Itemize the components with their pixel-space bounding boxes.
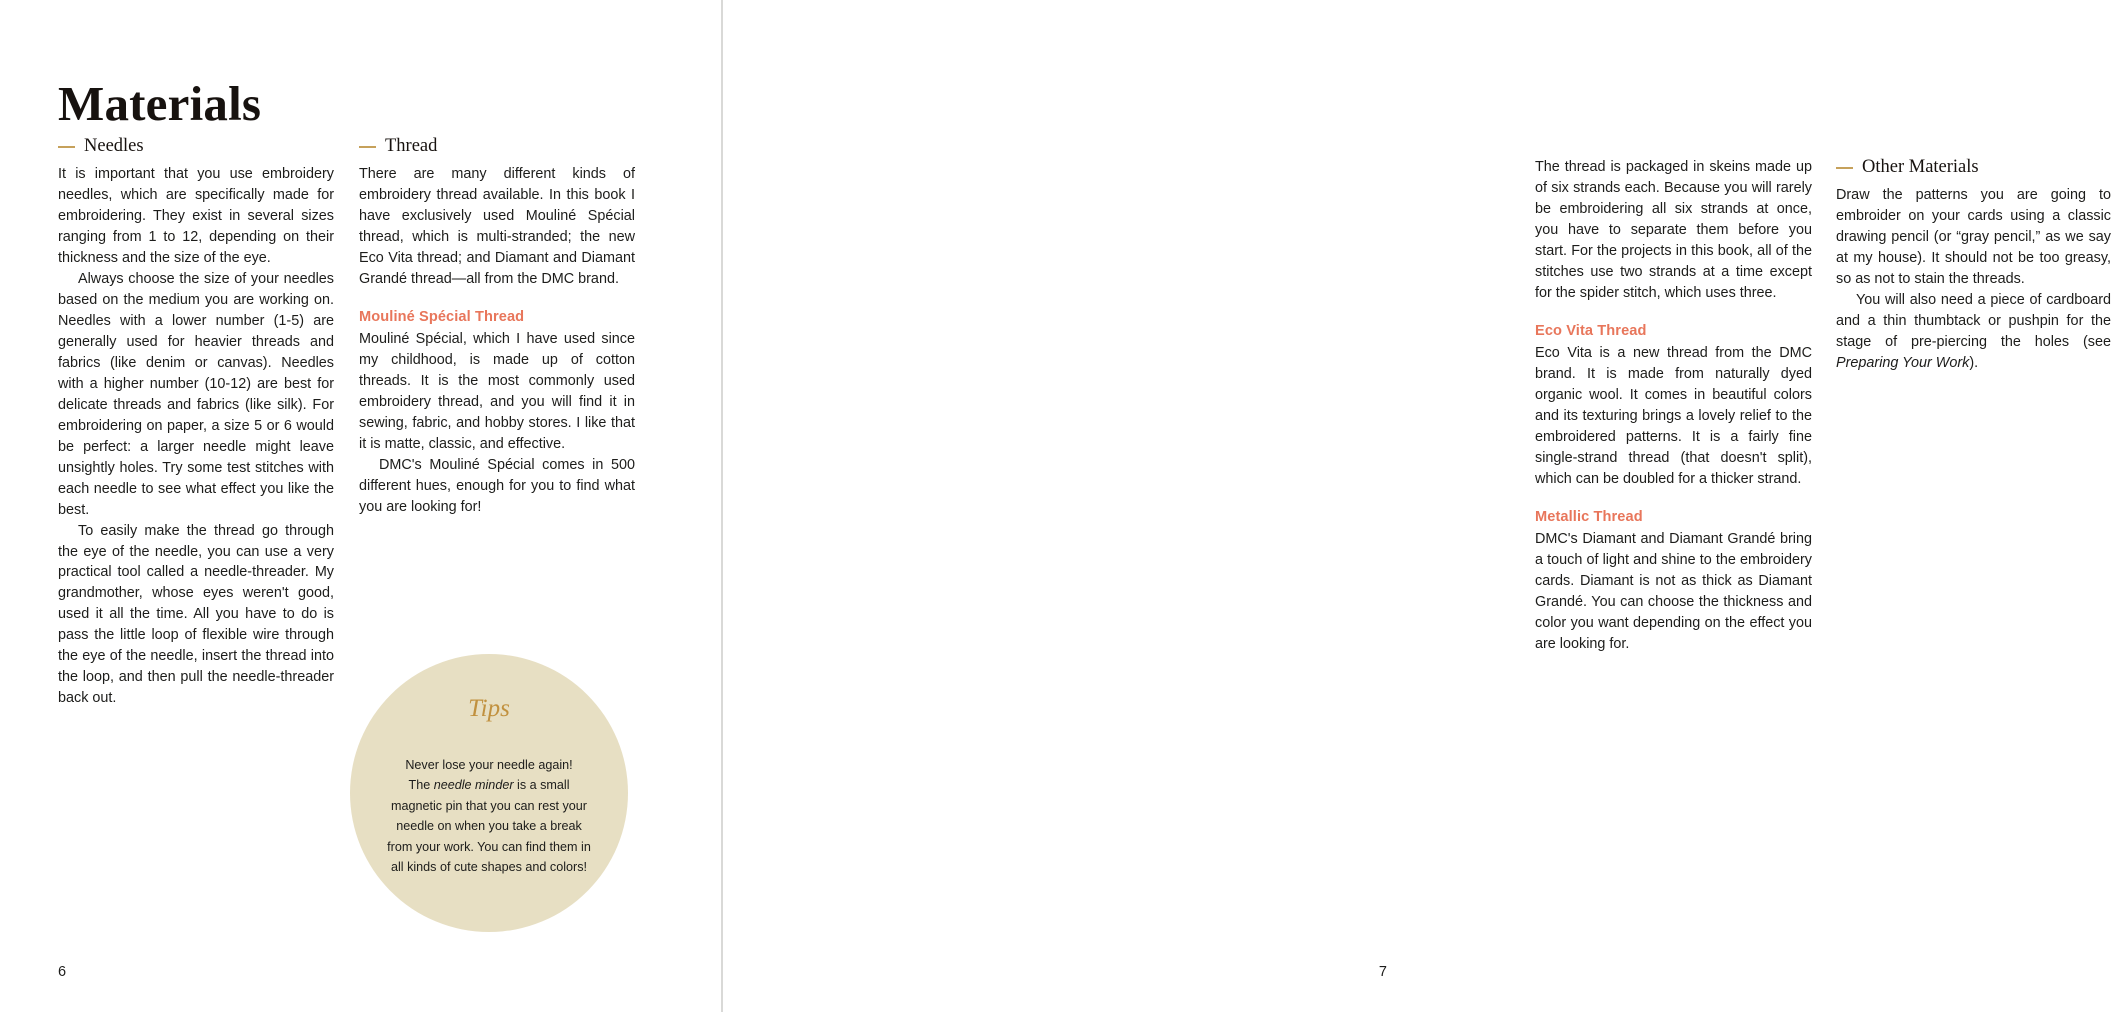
section-heading-other-materials xyxy=(1836,157,2111,177)
section-other-materials xyxy=(1836,157,2111,374)
section-heading-thread xyxy=(359,136,635,156)
section-needles xyxy=(58,136,334,709)
tips-body xyxy=(386,755,592,877)
dash-icon xyxy=(1836,167,1853,169)
folio-right: 7 xyxy=(1378,964,1387,980)
left-page xyxy=(0,0,722,1012)
paragraph: DMC's Mouliné Spécial comes in 500 different hues, enough for you to find what you are looking for! xyxy=(359,457,635,515)
paragraph: Draw the patterns you are going to embroider on your cards using a classic drawing pencil (or “gray pencil,” as we say at my house). It should not be too greasy, so as not to stain the threads. xyxy=(1836,187,2111,288)
section-heading-text: Thread xyxy=(385,136,438,156)
paragraph: There are many different kinds of embroidery thread available. In this book I have exclusively used Mouliné Spécial thread, which is multi-stranded; the new Eco Vita thread; and Diamant and Diamant Grandé thread—all from the DMC brand. xyxy=(359,166,635,288)
section-thread-continued xyxy=(1535,157,1812,655)
tips-line-2-pre: The xyxy=(408,778,434,793)
dash-icon xyxy=(359,146,376,148)
paragraph xyxy=(1836,290,2111,374)
subsection-heading-eco-vita: Eco Vita Thread xyxy=(1535,322,1647,339)
folio-left: 6 xyxy=(58,964,67,980)
right-page xyxy=(722,0,2111,1012)
paragraph: Eco Vita is a new thread from the DMC brand. It is made from naturally dyed organic wool. It comes in beautiful colors and its texturing brings a lovely relief to the embroidered patterns. It is a fairly fine single-strand thread (that doesn't split), which can be doubled for a thicker strand. xyxy=(1535,344,1812,487)
subsection-heading-metallic: Metallic Thread xyxy=(1535,508,1643,525)
paragraph: It is important that you use embroidery needles, which are specifically made for embroidering. They exist in several sizes ranging from 1 to 12, depending on their thickness and the size of the eye. xyxy=(58,166,334,267)
tips-line-2-emphasis: needle minder xyxy=(433,778,514,793)
paragraph-emphasis: Preparing Your Work xyxy=(1836,354,1970,371)
dash-icon xyxy=(58,146,75,148)
paragraph: The thread is packaged in skeins made up of six strands each. Because you will rarely be embroidering all six strands at once, you have to separate them before you start. For the projects in this book, all of the stitches use two strands at a time except for the spider stitch, which uses three. xyxy=(1535,159,1812,301)
tips-callout xyxy=(350,654,628,932)
tips-title: Tips xyxy=(468,695,510,722)
paragraph: Mouliné Spécial, which I have used since my childhood, is made up of cotton threads. It is the most commonly used embroidery thread, and you will find it in sewing, fabric, and hobby stores. I like that it is matte, classic, and effective. xyxy=(359,331,635,453)
paragraph-part-pre: You will also need a piece of cardboard and a thin thumbtack or pushpin for the stage of pre-piercing the holes (see xyxy=(1836,292,2111,351)
paragraph-part-post: ). xyxy=(1969,354,1979,371)
subsection-heading-mouline: Mouliné Spécial Thread xyxy=(359,309,525,326)
paragraph: Always choose the size of your needles based on the medium you are working on. Needles with a lower number (1-5) are generally used for heavier threads and fabrics (like denim or canvas). Needles with a higher number (10-12) are best for delicate threads and fabrics (like silk). For embroidering on paper, a size 5 or 6 would be perfect: a larger needle might leave unsightly holes. Try some test stitches with each needle to see what effect you like the best. xyxy=(58,271,334,518)
tips-line-1: Never lose your needle again! xyxy=(405,758,573,772)
paragraph: DMC's Diamant and Diamant Grandé bring a touch of light and shine to the embroidery cards. Diamant is not as thick as Diamant Grandé. You can choose the thickness and color you want depending on the effect you are looking for. xyxy=(1535,530,1812,652)
paragraph: To easily make the thread go through the eye of the needle, you can use a very practical tool called a needle-threader. My grandmother, whose eyes weren't good, used it all the time. All you have to do is pass the little loop of flexible wire through the eye of the needle, insert the thread into the loop, and then pull the needle-threader back out. xyxy=(58,522,334,707)
section-heading-text: Needles xyxy=(84,136,144,156)
section-heading-text: Other Materials xyxy=(1862,157,1979,177)
section-heading-needles xyxy=(58,136,334,156)
tips-line-2-post: is a small magnetic pin that you can rest your needle on when you take a break from your work. You can find them in all kinds of cute shapes and colors! xyxy=(387,778,591,874)
page-title: Materials xyxy=(58,75,262,131)
section-thread xyxy=(359,136,635,518)
